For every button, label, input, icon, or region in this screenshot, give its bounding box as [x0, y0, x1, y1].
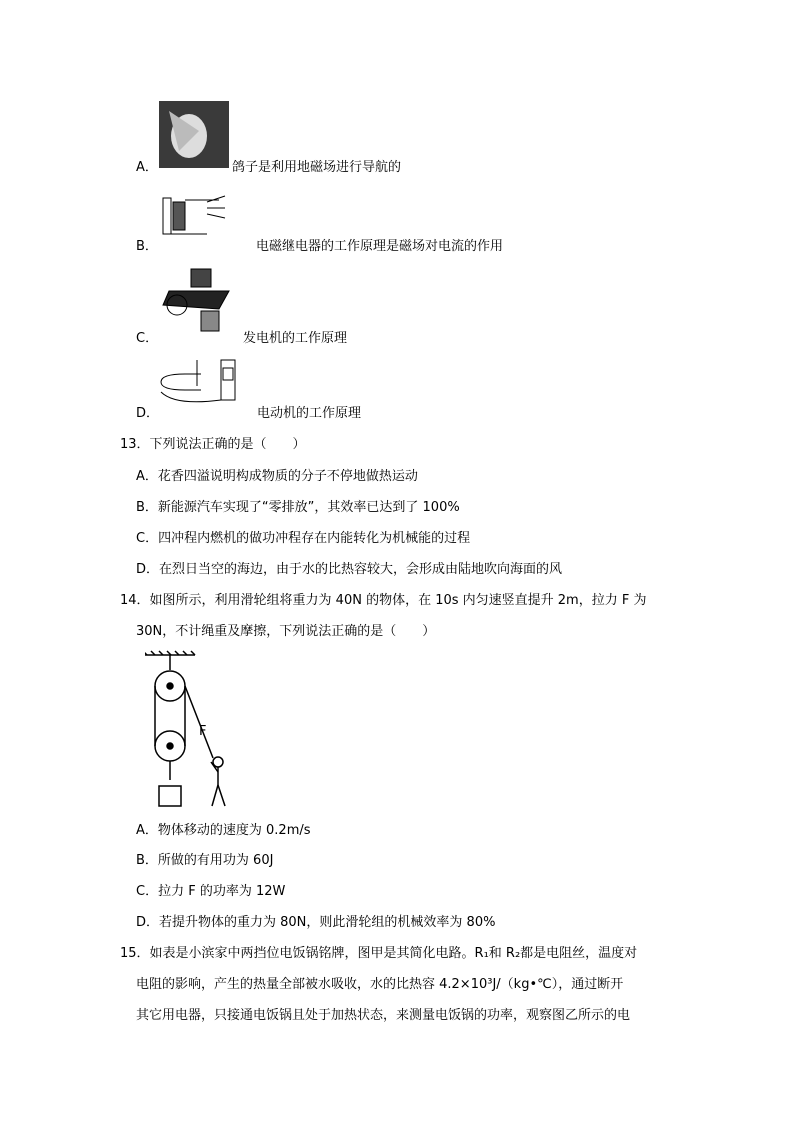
- q15-stem-line2: 电阻的影响，产生的热量全部被水吸收，水的比热容 4.2×10³J/（kg•℃），通过断开: [136, 977, 624, 992]
- motor-diagram: [155, 356, 237, 412]
- q13-option-c: C．四冲程内燃机的做功冲程存在内能转化为机械能的过程: [136, 531, 471, 546]
- generator-diagram: [159, 265, 233, 337]
- q14-stem-line2: 30N，不计绳重及摩擦，下列说法正确的是（ ）: [136, 624, 436, 639]
- option-a-text: 鸽子是利用地磁场进行导航的: [232, 160, 402, 175]
- option-b-label: B．: [136, 239, 158, 254]
- option-d-text: 电动机的工作原理: [257, 406, 362, 421]
- option-b-text: 电磁继电器的工作原理是磁场对电流的作用: [256, 239, 504, 254]
- q13-option-b: B．新能源汽车实现了“零排放”，其效率已达到了 100%: [136, 500, 460, 515]
- q15-stem-line1: 15．如表是小滨家中两挡位电饭锅铭牌，图甲是其简化电路。R₁和 R₂都是电阻丝，温度对: [120, 946, 638, 961]
- q14-option-c: C．拉力 F 的功率为 12W: [136, 884, 286, 899]
- q13-option-d: D．在烈日当空的海边，由于水的比热容较大，会形成由陆地吹向海面的风: [136, 562, 563, 577]
- q14-option-b: B．所做的有用功为 60J: [136, 853, 274, 868]
- option-a-label: A．: [136, 160, 158, 175]
- q14-stem-line1: 14．如图所示，利用滑轮组将重力为 40N 的物体，在 10s 内匀速竖直提升 2m，拉力 F 为: [120, 593, 647, 608]
- pigeon-image: [159, 101, 229, 168]
- q15-stem-line3: 其它用电器，只接通电饭锅且处于加热状态，来测量电饭锅的功率，观察图乙所示的电: [136, 1008, 631, 1023]
- q14-option-d: D．若提升物体的重力为 80N，则此滑轮组的机械效率为 80%: [136, 915, 496, 930]
- q13-stem: 13．下列说法正确的是（ ）: [120, 437, 306, 452]
- option-c-text: 发电机的工作原理: [243, 331, 348, 346]
- option-d-label: D．: [136, 406, 160, 421]
- relay-diagram: [159, 188, 231, 242]
- q13-option-a: A．花香四溢说明构成物质的分子不停地做热运动: [136, 469, 418, 484]
- option-c-label: C．: [136, 331, 159, 346]
- q14-option-a: A．物体移动的速度为 0.2m/s: [136, 823, 311, 838]
- pulley-diagram: [145, 650, 240, 810]
- force-label: F: [199, 724, 207, 739]
